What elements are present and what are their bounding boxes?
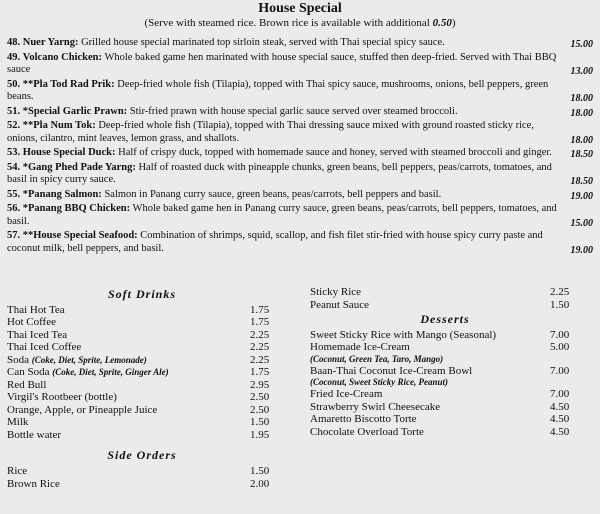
subtitle-price: 0.50 — [432, 17, 452, 29]
item-name-text: Peanut Sauce — [310, 298, 369, 311]
dessert-row — [310, 341, 580, 354]
soft-drinks-heading: Soft Drinks — [107, 287, 177, 301]
drink-row — [7, 404, 277, 417]
special-name: **House Special Seafood: — [22, 230, 138, 241]
dessert-row — [310, 365, 580, 378]
special-price: 13.00 — [570, 66, 593, 77]
item-name-text: Sticky Rice — [310, 286, 362, 298]
special-item — [7, 106, 593, 119]
item-price: 4.50 — [550, 425, 570, 438]
item-name — [310, 341, 410, 354]
item-name-text: Virgil's Rootbeer (bottle) — [7, 391, 117, 404]
item-price: 4.50 — [550, 400, 570, 413]
item-name — [310, 388, 382, 401]
soft-drinks-list — [7, 304, 277, 442]
subtitle-text: (Serve with steamed rice. Brown rice is available with additional — [144, 17, 430, 29]
item-price: 1.75 — [250, 316, 270, 329]
special-description: Salmon in Panang curry sauce, green beans, peas/carrots, bell peppers and basil. — [104, 188, 442, 200]
drink-row — [7, 391, 277, 404]
item-price: 1.95 — [250, 428, 270, 441]
drink-row — [7, 304, 277, 317]
special-number: 56. — [7, 203, 21, 214]
item-name-text: Thai Iced Coffee — [7, 341, 82, 354]
drink-row — [7, 341, 277, 354]
special-name: **Pla Num Tok: — [22, 120, 96, 131]
item-note: (Coke, Diet, Sprite, Ginger Ale) — [52, 367, 169, 378]
special-name: Nuer Yarng: — [22, 37, 79, 48]
dessert-row — [310, 426, 580, 439]
item-name — [7, 304, 65, 317]
item-name — [310, 286, 361, 299]
special-item — [7, 52, 593, 77]
drink-row — [7, 416, 277, 429]
special-name: *Gang Phed Pade Yarng: — [22, 161, 136, 173]
dessert-row — [310, 413, 580, 426]
item-name — [7, 316, 56, 329]
item-name-text: Brown Rice — [7, 477, 60, 490]
item-price: 2.25 — [250, 353, 270, 366]
special-price: 19.00 — [570, 190, 593, 202]
item-name — [7, 404, 157, 417]
side-orders-heading: Side Orders — [107, 448, 177, 463]
item-price: 2.00 — [250, 477, 270, 490]
item-name-text: Sweet Sticky Rice with Mango (Seasonal) — [310, 328, 497, 341]
item-note: (Coke, Diet, Sprite, Lemonade) — [31, 354, 147, 365]
item-name-text: Baan-Thai Coconut Ice-Cream Bowl — [310, 364, 473, 377]
item-name — [310, 426, 424, 439]
item-name — [7, 354, 147, 367]
special-price: 18.50 — [570, 149, 593, 160]
item-price: 2.25 — [250, 341, 270, 354]
special-price: 18.00 — [570, 134, 593, 146]
special-item — [7, 230, 593, 255]
special-description: Combination of shrimps, squid, scallop, and fish filet stir-fried with house spicy curry paste and coconut milk, bell peppers, and basil. — [7, 230, 543, 254]
special-price: 19.00 — [570, 244, 593, 256]
special-number: 49. — [7, 51, 21, 63]
special-description: Whole baked game hen marinated with house special sauce, stuffed then deep-fried. Served with Thai BBQ sauce — [7, 51, 557, 75]
page-subtitle — [0, 17, 600, 29]
dessert-row — [310, 329, 580, 342]
item-name — [7, 478, 60, 491]
drink-row — [7, 379, 277, 392]
item-name — [310, 299, 369, 312]
side-orders-list — [7, 465, 277, 490]
item-name — [310, 413, 417, 426]
item-name-text: Thai Iced Tea — [7, 328, 68, 341]
item-name — [310, 329, 496, 342]
item-name-text: Amaretto Biscotto Torte — [310, 413, 417, 426]
special-description: Whole baked game hen in Panang curry sauce, green beans, peas/carrots, bell peppers, tomatoes, and basil. — [7, 203, 557, 227]
special-name: *Special Garlic Prawn: — [22, 105, 128, 117]
item-price: 5.00 — [550, 341, 570, 354]
item-name — [7, 429, 61, 442]
side-extras-list — [310, 286, 580, 311]
item-price: 1.50 — [250, 465, 270, 478]
item-name-text: Soda — [7, 353, 29, 366]
item-price: 1.50 — [250, 416, 270, 429]
item-price: 2.50 — [250, 391, 270, 404]
item-name-text: Rice — [7, 465, 28, 478]
page-title: House Special — [258, 1, 342, 16]
drink-row — [7, 429, 277, 442]
special-name: *Panang Salmon: — [22, 188, 102, 200]
item-sub-note: (Coconut, Sweet Sticky Rice, Peanut) — [310, 377, 448, 388]
dessert-row — [310, 388, 580, 401]
item-name-text: Homemade Ice-Cream — [310, 341, 410, 354]
item-price: 2.95 — [250, 378, 270, 391]
special-item — [7, 120, 593, 145]
special-number: 53. — [7, 147, 21, 158]
item-name-text: Thai Hot Tea — [7, 303, 65, 316]
item-price: 2.25 — [550, 286, 570, 298]
drink-row — [7, 329, 277, 342]
special-price: 18.00 — [570, 93, 593, 104]
side-extra-row — [310, 299, 580, 312]
special-name: *Panang BBQ Chicken: — [22, 203, 131, 214]
drink-row — [7, 316, 277, 329]
item-sub-note: (Coconut, Green Tea, Taro, Mango) — [310, 353, 444, 364]
dessert-row — [310, 401, 580, 414]
special-price: 18.50 — [570, 176, 593, 187]
item-price: 7.00 — [550, 328, 570, 341]
item-price: 1.50 — [550, 298, 570, 311]
item-price: 2.25 — [250, 328, 270, 341]
item-name — [7, 391, 117, 404]
special-number: 51. — [7, 105, 21, 117]
special-number: 54. — [7, 161, 21, 173]
special-number: 55. — [7, 188, 21, 200]
side-order-row — [7, 465, 277, 478]
item-name-text: Bottle water — [7, 428, 62, 441]
side-extra-row — [310, 286, 580, 299]
item-name — [7, 329, 67, 342]
special-number: 57. — [7, 230, 21, 241]
special-item — [7, 79, 593, 104]
item-name-text: Hot Coffee — [7, 316, 56, 329]
right-column — [310, 286, 580, 438]
special-price: 15.00 — [570, 217, 593, 229]
item-name-text: Milk — [7, 416, 29, 429]
special-item — [7, 203, 593, 228]
house-special-list — [7, 37, 593, 257]
left-column — [7, 286, 277, 490]
item-name — [7, 465, 27, 478]
special-description: Half of crispy duck, topped with homemade sauce and honey, served with steamed broccoli and ginger. — [118, 147, 552, 158]
special-name: Volcano Chicken: — [22, 51, 102, 63]
item-price: 1.75 — [250, 303, 270, 316]
item-name-text: Fried Ice-Cream — [310, 388, 383, 401]
special-number: 52. — [7, 120, 21, 131]
item-name-text: Orange, Apple, or Pineapple Juice — [7, 403, 158, 416]
item-price: 1.75 — [250, 366, 270, 379]
special-item — [7, 162, 593, 187]
special-description: Half of roasted duck with pineapple chunks, green beans, bell peppers, peas/carrots, tomatoes, and basil in spicy curry sauce. — [7, 161, 552, 185]
special-name: **Pla Tod Rad Prik: — [22, 78, 115, 90]
item-name — [7, 341, 81, 354]
special-name: House Special Duck: — [22, 147, 116, 158]
item-price: 2.50 — [250, 403, 270, 416]
special-item — [7, 37, 593, 50]
drink-row — [7, 354, 277, 367]
item-name — [310, 365, 472, 378]
item-name — [7, 366, 169, 379]
special-item — [7, 189, 593, 202]
special-description: Deep-fried whole fish (Tilapia), topped with Thai spicy sauce, mushrooms, onions, bell peppers, green beans. — [7, 78, 549, 102]
special-price: 15.00 — [570, 39, 593, 50]
item-name-text: Can Soda — [7, 366, 50, 379]
drink-row — [7, 366, 277, 379]
item-price: 7.00 — [550, 364, 570, 377]
special-number: 48. — [7, 37, 21, 48]
special-number: 50. — [7, 78, 21, 90]
special-price: 18.00 — [570, 107, 593, 119]
subtitle-close: ) — [451, 17, 456, 29]
item-price: 4.50 — [550, 413, 570, 426]
item-price: 7.00 — [550, 388, 570, 401]
desserts-list — [310, 329, 580, 439]
side-order-row — [7, 478, 277, 491]
special-item — [7, 147, 593, 160]
item-name-text: Red Bull — [7, 378, 47, 391]
item-name — [7, 416, 28, 429]
item-name-text: Chocolate Overload Torte — [310, 425, 424, 438]
desserts-heading: Desserts — [420, 312, 470, 326]
special-description: Stir-fried prawn with house special garlic sauce served over steamed broccoli. — [129, 105, 458, 117]
special-description: Deep-fried whole fish (Tilapia), topped with Thai dressing sauce mixed with ground roasted sticky rice, onions, cilantro, mint leaves, lemon grass, and shallots. — [7, 120, 534, 144]
item-name — [7, 379, 46, 392]
special-description: Grilled house special marinated top sirloin steak, served with Thai special spicy sauce. — [81, 37, 445, 48]
item-name — [310, 401, 440, 414]
item-name-text: Strawberry Swirl Cheesecake — [310, 400, 441, 413]
